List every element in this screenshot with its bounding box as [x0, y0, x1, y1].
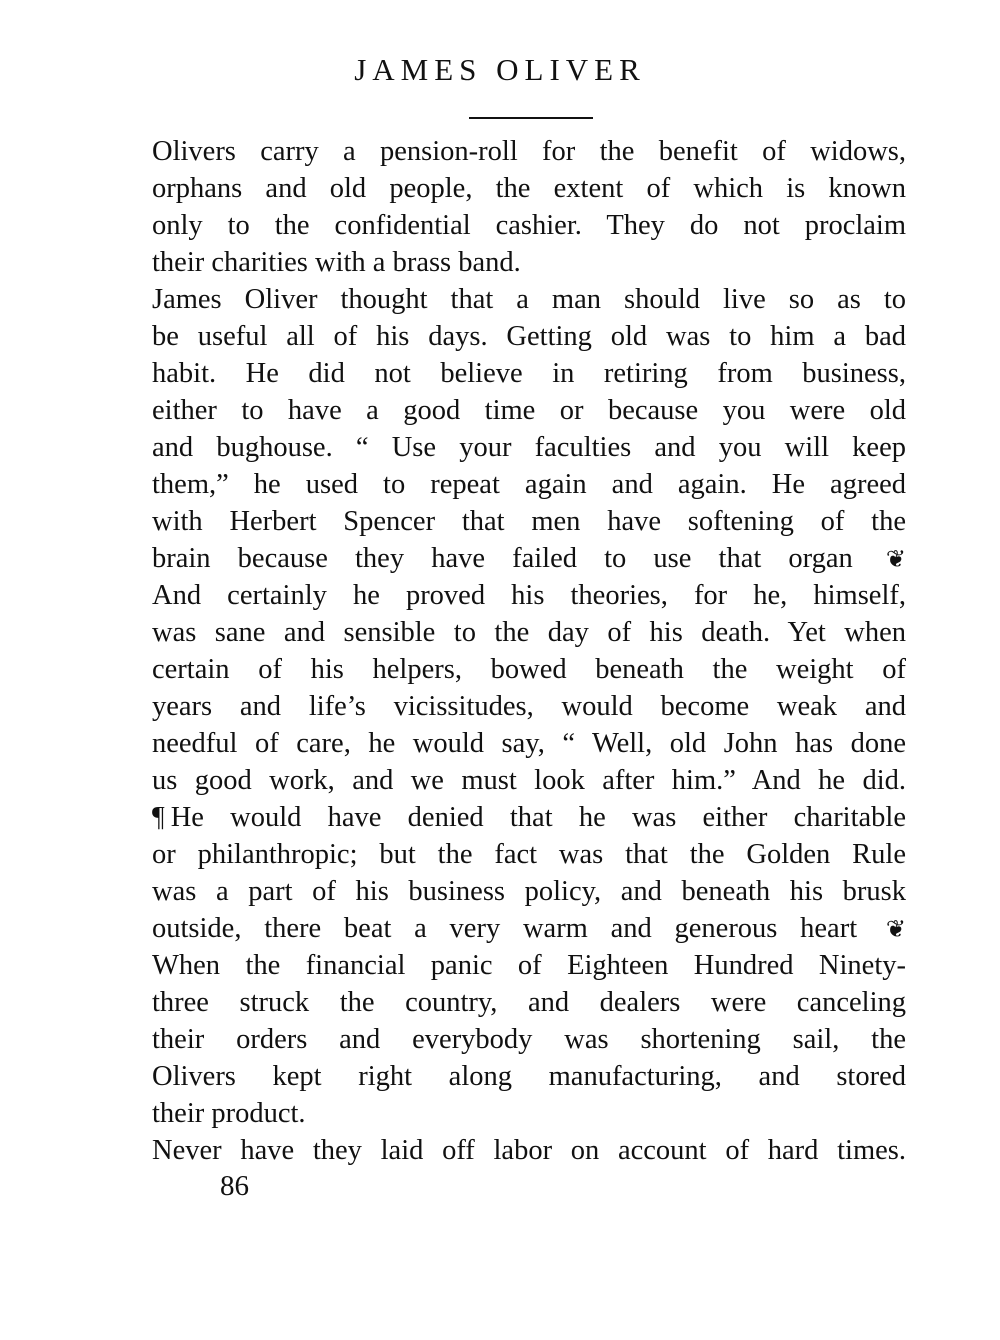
leaf-ornament-icon: ❦ — [885, 917, 906, 943]
text-line: only to the confidential cashier. They do not proclaim — [152, 210, 906, 241]
text-line: years and life’s vicissitudes, would become weak and — [152, 691, 906, 722]
text-line: Never have they laid off labor on account of hard times. — [152, 1135, 906, 1166]
text-line: their orders and everybody was shortening sail, the — [152, 1024, 906, 1055]
text-line-with-pilcrow — [152, 799, 906, 836]
text-line: their charities with a brass band. — [152, 247, 521, 278]
body-text — [152, 133, 906, 1169]
text-line: James Oliver thought that a man should live so as to — [152, 284, 906, 315]
text-line-content: He would have denied that he was either charitable — [170, 802, 906, 833]
text-line-content: outside, there beat a very warm and generous heart — [152, 913, 858, 944]
text-line: them,” he used to repeat again and again. He agreed — [152, 469, 906, 500]
text-line: certain of his helpers, bowed beneath the weight of — [152, 654, 906, 685]
text-line-with-ornament — [152, 540, 906, 577]
text-line: their product. — [152, 1098, 306, 1129]
text-line-content: brain because they have failed to use that organ — [152, 543, 853, 574]
page-number: 86 — [220, 1170, 249, 1202]
text-line: be useful all of his days. Getting old was to him a bad — [152, 321, 906, 352]
text-line: three struck the country, and dealers were canceling — [152, 987, 906, 1018]
text-line: either to have a good time or because you were old — [152, 395, 906, 426]
text-line: Olivers kept right along manufacturing, and stored — [152, 1061, 906, 1092]
leaf-ornament-icon: ❦ — [885, 547, 906, 573]
running-head-title: JAMES OLIVER — [354, 52, 646, 87]
text-line: When the financial panic of Eighteen Hundred Ninety- — [152, 950, 906, 981]
text-line: Olivers carry a pension-roll for the benefit of widows, — [152, 136, 906, 167]
text-line: and bughouse. “ Use your faculties and you will keep — [152, 432, 906, 463]
text-line: habit. He did not believe in retiring from business, — [152, 358, 906, 389]
text-line: us good work, and we must look after him.” And he did. — [152, 765, 906, 796]
text-line: or philanthropic; but the fact was that the Golden Rule — [152, 839, 906, 870]
pilcrow-icon: ¶ — [152, 802, 165, 833]
text-line: needful of care, he would say, “ Well, old John has done — [152, 728, 906, 759]
text-line: was sane and sensible to the day of his death. Yet when — [152, 617, 906, 648]
text-line: And certainly he proved his theories, for he, himself, — [152, 580, 906, 611]
text-line-with-ornament — [152, 910, 906, 947]
header-rule — [469, 117, 593, 119]
text-line: with Herbert Spencer that men have softening of the — [152, 506, 906, 537]
text-line: was a part of his business policy, and beneath his brusk — [152, 876, 906, 907]
text-line: orphans and old people, the extent of which is known — [152, 173, 906, 204]
